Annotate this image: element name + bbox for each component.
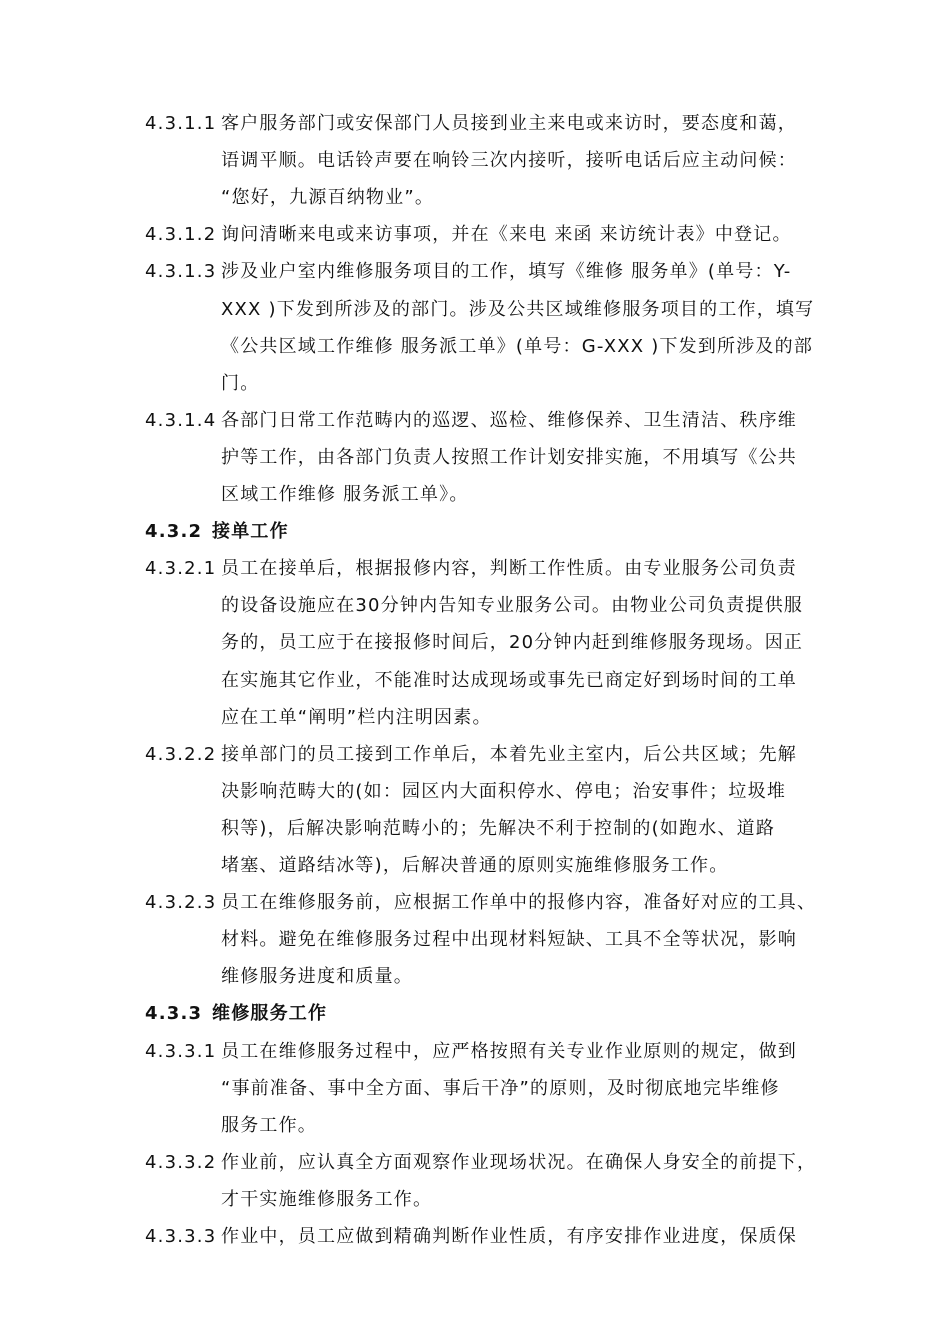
clause-text: 应在工单“阐明”栏内注明因素。: [221, 706, 492, 728]
clause-number: 4.3.3.3: [145, 1226, 217, 1247]
clause-text: 护等工作，由各部门负责人按照工作计划安排实施，不用填写《公共: [221, 446, 797, 468]
clause-text: 积等)，后解决影响范畴小的；先解决不利于控制的(如跑水、道路: [221, 817, 776, 839]
clause-text: 员工在维修服务过程中，应严格按照有关专业作业原则的规定，做到: [221, 1040, 797, 1062]
clause-text: 堵塞、道路结冰等)，后解决普通的原则实施维修服务工作。: [221, 855, 729, 876]
clause-text: 维修服务进度和质量。: [221, 966, 413, 988]
clause-text: 服务工作。: [221, 1114, 317, 1136]
clause-text: 客户服务部门或安保部门人员接到业主来电或来访时，要态度和蔼，: [221, 113, 797, 134]
clause-text: 《公共区域工作维修 服务派工单》(单号：G-XXX )下发到所涉及的部: [221, 335, 814, 357]
clause-text: 接单部门的员工接到工作单后，本着先业主室内，后公共区域；先解: [221, 743, 797, 765]
clause-text: 作业中，员工应做到精确判断作业性质，有序安排作业进度，保质保: [221, 1226, 797, 1247]
clause-text: 门。: [221, 372, 260, 394]
clause-text: 才干实施维修服务工作。: [221, 1188, 433, 1210]
clause-text: 语调平顺。电话铃声要在响铃三次内接听，接听电话后应主动问候：: [221, 150, 797, 172]
clause-number: 4.3.3.2: [145, 1151, 217, 1173]
clause-number: 4.3.1.1: [145, 113, 217, 134]
clause-text: 询问清晰来电或来访事项，并在《来电 来函 来访统计表》中登记。: [221, 224, 792, 246]
clause-text: “您好，九源百纳物业”。: [221, 187, 435, 209]
clause-number: 4.3.2.1: [145, 558, 217, 580]
clause-text: 员工在维修服务前，应根据工作单中的报修内容，准备好对应的工具、: [221, 892, 817, 914]
clause-text: 区域工作维修 服务派工单》。: [221, 484, 469, 505]
clause-number: 4.3.2.2: [145, 743, 217, 765]
clause-text: 决影响范畴大的(如：园区内大面积停水、停电；治安事件；垃圾堆: [221, 780, 787, 802]
clause-text: 材料。避免在维修服务过程中出现材料短缺、工具不全等状况，影响: [221, 929, 797, 951]
section-title: 维修服务工作: [212, 1003, 328, 1025]
section-number: 4.3.3: [145, 1003, 203, 1025]
clause-text: XXX )下发到所涉及的部门。涉及公共区域维修服务项目的工作，填写: [221, 298, 815, 320]
clause-text: 作业前，应认真全方面观察作业现场状况。在确保人身安全的前提下，: [221, 1151, 817, 1173]
clause-text: “事前准备、事中全方面、事后干净”的原则，及时彻底地完毕维修: [221, 1077, 780, 1099]
clause-number: 4.3.1.3: [145, 261, 217, 283]
section-title: 接单工作: [212, 521, 289, 543]
clause-text: 各部门日常工作范畴内的巡逻、巡检、维修保养、卫生清洁、秩序维: [221, 409, 797, 431]
clause-number: 4.3.2.3: [145, 892, 217, 914]
clause-number: 4.3.1.2: [145, 224, 217, 246]
clause-number: 4.3.3.1: [145, 1040, 217, 1062]
clause-text: 的设备设施应在30分钟内告知专业服务公司。由物业公司负责提供服: [221, 595, 804, 617]
clause-text: 员工在接单后，根据报修内容，判断工作性质。由专业服务公司负责: [221, 558, 797, 580]
clause-text: 务的，员工应于在接报修时间后，20分钟内赶到维修服务现场。因正: [221, 632, 804, 654]
section-number: 4.3.2: [145, 521, 203, 543]
clause-number: 4.3.1.4: [145, 409, 217, 431]
clause-text: 在实施其它作业，不能准时达成现场或事先已商定好到场时间的工单: [221, 669, 797, 691]
clause-text: 涉及业户室内维修服务项目的工作，填写《维修 服务单》(单号：Y-: [221, 261, 792, 283]
